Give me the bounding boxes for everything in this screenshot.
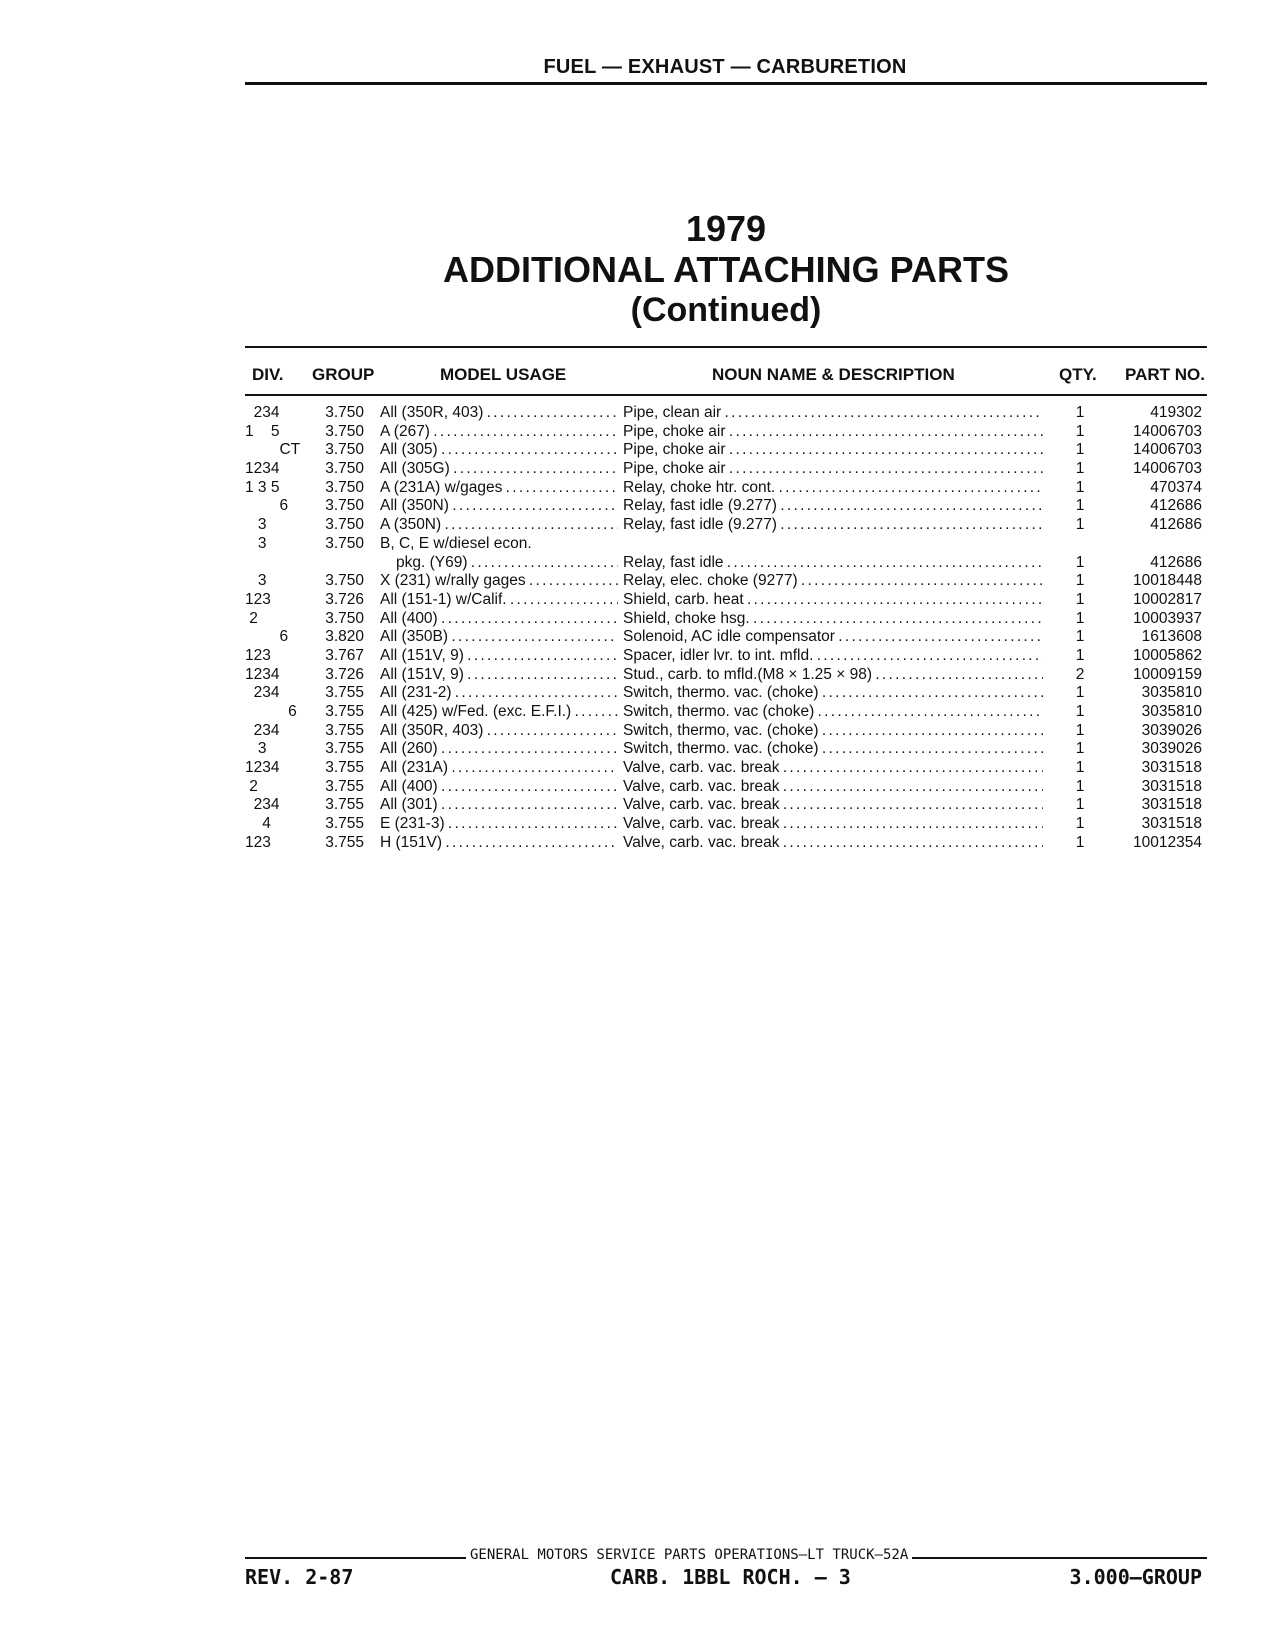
part-number-cell: 10018448	[1133, 572, 1202, 590]
running-head: FUEL — EXHAUST — CARBURETION	[543, 56, 907, 78]
model-usage-cell-text: All (425) w/Fed. (exc. E.F.I.) . . .	[380, 703, 618, 720]
model-usage-cell	[380, 722, 618, 741]
noun-description-cell-text: Relay, elec. choke (9277) . . .	[623, 572, 1043, 589]
model-usage-cell-text: All (400) . . .	[380, 778, 618, 795]
part-number-cell: 14006703	[1133, 422, 1202, 440]
part-number-cell: 10002817	[1133, 590, 1202, 608]
model-usage-cell-text: All (301) . . .	[380, 796, 618, 813]
model-usage-cell	[380, 479, 618, 498]
table-row	[0, 628, 1280, 647]
group-cell: 3.820	[325, 628, 364, 646]
noun-description-cell	[623, 460, 1043, 479]
part-number-cell: 1613608	[1141, 628, 1202, 646]
part-number-cell: 419302	[1150, 404, 1202, 421]
div-cell: 4	[245, 815, 271, 833]
qty-cell: 1	[1075, 422, 1085, 440]
qty-cell: 1	[1075, 721, 1085, 739]
qty-cell: 1	[1075, 703, 1085, 721]
title-year: 1979	[685, 208, 767, 249]
table-row	[0, 796, 1280, 815]
table-row	[0, 404, 1280, 423]
noun-description-cell-text: Stud., carb. to mfld.(M8 × 1.25 × 98) . . .	[623, 666, 1043, 683]
model-usage-cell-text: All (151V, 9) . . .	[380, 647, 618, 664]
model-usage-cell	[380, 610, 618, 629]
noun-description-cell	[623, 666, 1043, 685]
div-cell: 1 3 5	[245, 478, 280, 496]
group-cell: 3.726	[325, 665, 364, 683]
part-number-cell: 3031518	[1141, 759, 1202, 777]
div-cell: 234	[245, 721, 280, 739]
part-number-cell: 10003937	[1133, 609, 1202, 627]
header-bottom-rule	[245, 394, 1207, 396]
noun-description-cell	[623, 572, 1043, 591]
qty-cell: 1	[1075, 497, 1085, 515]
model-usage-cell-text: All (350R, 403) . . .	[380, 722, 618, 739]
model-usage-cell	[380, 628, 618, 647]
div-cell: 1 5	[245, 422, 280, 440]
group-cell: 3.750	[325, 422, 364, 440]
table-row	[0, 516, 1280, 535]
part-number-cell: 10009159	[1133, 665, 1202, 683]
model-usage-cell-text: All (350R, 403) . . .	[380, 404, 618, 421]
model-usage-cell	[380, 778, 618, 797]
noun-description-cell-text: Pipe, clean air . . .	[623, 404, 1043, 421]
footer-revision: REV. 2-87	[245, 1565, 354, 1589]
div-cell: 1234	[245, 665, 280, 683]
table-row	[0, 591, 1280, 610]
model-usage-continuation: pkg. (Y69) . . .	[380, 554, 618, 573]
group-cell: 3.755	[325, 684, 364, 702]
model-usage-cell-text: All (151-1) w/Calif. . . .	[380, 591, 618, 608]
model-usage-cell-text: H (151V) . . .	[380, 834, 618, 851]
noun-description-cell	[623, 759, 1043, 778]
model-usage-cell	[380, 703, 618, 722]
part-number-cell: 412686	[1150, 553, 1202, 571]
qty-cell: 1	[1075, 815, 1085, 833]
model-usage-cell-text: All (231-2) . . .	[380, 684, 618, 701]
qty-cell: 1	[1075, 572, 1085, 590]
qty-cell: 1	[1075, 646, 1085, 664]
noun-description-cell-text: Valve, carb. vac. break . . .	[623, 796, 1043, 813]
model-usage-cell-text: All (231A) . . .	[380, 759, 618, 776]
model-usage-cell-text: All (350N) . . .	[380, 497, 618, 514]
title-sub: (Continued)	[630, 291, 822, 329]
div-cell: 6	[245, 497, 289, 515]
group-cell: 3.750	[325, 609, 364, 627]
model-usage-cell	[380, 572, 618, 591]
table-row	[0, 778, 1280, 797]
header-top-rule	[245, 346, 1207, 348]
part-number-cell: 3035810	[1141, 703, 1202, 721]
div-cell: 6	[245, 628, 289, 646]
part-number-cell: 412686	[1150, 516, 1202, 534]
noun-description-cell	[623, 778, 1043, 797]
noun-description-cell	[623, 554, 1043, 573]
noun-description-cell	[623, 740, 1043, 759]
table-row	[0, 479, 1280, 498]
model-usage-cell	[380, 516, 618, 535]
part-number-cell: 3031518	[1141, 815, 1202, 833]
group-cell: 3.755	[325, 796, 364, 814]
model-usage-cell-text: A (231A) w/gages . . .	[380, 479, 618, 496]
model-usage-cell-text: All (151V, 9) . . .	[380, 666, 618, 683]
model-usage-cell	[380, 666, 618, 685]
div-cell: 1234	[245, 759, 280, 777]
footer-section: CARB. 1BBL ROCH. – 3	[610, 1565, 851, 1589]
qty-cell: 1	[1075, 628, 1085, 646]
table-row	[0, 684, 1280, 703]
qty-cell: 1	[1075, 590, 1085, 608]
table-row	[0, 722, 1280, 741]
noun-description-cell	[623, 591, 1043, 610]
noun-description-cell	[623, 815, 1043, 834]
noun-description-cell-text: Switch, thermo. vac. (choke) . . .	[623, 740, 1043, 757]
noun-description-cell	[623, 703, 1043, 722]
table-row	[0, 535, 1280, 572]
qty-cell: 1	[1075, 460, 1085, 478]
group-cell: 3.726	[325, 590, 364, 608]
model-usage-cell-text: X (231) w/rally gages . . .	[380, 572, 618, 589]
model-usage-cell-text: A (267) . . .	[380, 423, 618, 440]
model-usage-cell	[380, 535, 618, 572]
group-cell: 3.755	[325, 740, 364, 758]
noun-description-cell-text: Switch, thermo. vac (choke) . . .	[623, 703, 1043, 720]
table-row	[0, 647, 1280, 666]
table-row	[0, 666, 1280, 685]
div-cell: 3	[245, 534, 267, 552]
model-usage-cell	[380, 423, 618, 442]
group-cell: 3.767	[325, 646, 364, 664]
qty-cell: 1	[1075, 478, 1085, 496]
qty-cell: 1	[1075, 796, 1085, 814]
model-usage-cell	[380, 497, 618, 516]
model-usage-cell	[380, 684, 618, 703]
model-usage-cell	[380, 460, 618, 479]
footer-group: 3.000—GROUP	[1069, 1565, 1202, 1589]
group-cell: 3.750	[325, 478, 364, 496]
column-header-div: DIV.	[252, 365, 284, 384]
qty-cell: 1	[1075, 684, 1085, 702]
model-usage-cell	[380, 815, 618, 834]
noun-description-cell-text: Spacer, idler lvr. to int. mfld. . . .	[623, 647, 1043, 664]
model-usage-cell	[380, 404, 618, 423]
div-cell: 1234	[245, 460, 280, 478]
noun-description-cell-text: Pipe, choke air . . .	[623, 460, 1043, 477]
group-cell: 3.750	[325, 572, 364, 590]
table-row	[0, 497, 1280, 516]
group-cell: 3.755	[325, 833, 364, 851]
model-usage-cell-text: A (350N) . . .	[380, 516, 618, 533]
group-cell: 3.750	[325, 441, 364, 459]
noun-description-cell-text: Switch, thermo, vac. (choke) . . .	[623, 722, 1043, 739]
table-row	[0, 834, 1280, 853]
model-usage-cell-text: All (400) . . .	[380, 610, 618, 627]
noun-description-cell	[623, 516, 1043, 535]
div-cell: 123	[245, 833, 271, 851]
model-usage-cell-text: All (260) . . .	[380, 740, 618, 757]
model-usage-cell	[380, 796, 618, 815]
group-cell: 3.755	[325, 815, 364, 833]
table-row	[0, 610, 1280, 629]
group-cell: 3.755	[325, 759, 364, 777]
qty-cell: 1	[1075, 553, 1085, 571]
noun-description-cell-text: Valve, carb. vac. break . . .	[623, 834, 1043, 851]
model-usage-line: B, C, E w/diesel econ.	[380, 534, 532, 552]
noun-description-cell	[623, 441, 1043, 460]
noun-description-cell	[623, 423, 1043, 442]
noun-description-cell	[623, 722, 1043, 741]
group-cell: 3.755	[325, 703, 364, 721]
qty-cell: 2	[1075, 665, 1085, 683]
part-number-cell: 10012354	[1133, 833, 1202, 851]
div-cell: 6	[245, 703, 297, 721]
noun-description-cell-text: Pipe, choke air . . .	[623, 423, 1043, 440]
noun-description-cell	[623, 647, 1043, 666]
div-cell: 234	[245, 404, 280, 421]
noun-description-cell	[623, 796, 1043, 815]
qty-cell: 1	[1075, 609, 1085, 627]
table-row	[0, 572, 1280, 591]
group-cell: 3.750	[325, 404, 364, 421]
noun-description-cell	[623, 834, 1043, 853]
div-cell: 234	[245, 796, 280, 814]
div-cell: 123	[245, 646, 271, 664]
title-block	[245, 208, 1207, 330]
group-cell: 3.750	[325, 497, 364, 515]
parts-table	[0, 404, 1280, 853]
table-row	[0, 441, 1280, 460]
model-usage-cell-text: All (305G) . . .	[380, 460, 618, 477]
noun-description-cell-text: Valve, carb. vac. break . . .	[623, 815, 1043, 832]
footer-publisher: GENERAL MOTORS SERVICE PARTS OPERATIONS—LT TRUCK—52A	[466, 1547, 912, 1563]
div-cell: 234	[245, 684, 280, 702]
qty-cell: 1	[1075, 516, 1085, 534]
part-number-cell: 3039026	[1141, 721, 1202, 739]
div-cell: 2	[245, 609, 258, 627]
column-header-part-no: PART NO.	[1125, 365, 1205, 384]
noun-description-cell-text: Shield, carb. heat . . .	[623, 591, 1043, 608]
div-cell: 2	[245, 777, 258, 795]
model-usage-cell-text: All (350B) . . .	[380, 628, 618, 645]
group-cell: 3.750	[325, 534, 364, 552]
part-number-cell: 3039026	[1141, 740, 1202, 758]
noun-description-cell	[623, 628, 1043, 647]
model-usage-cell	[380, 759, 618, 778]
noun-description-cell	[623, 610, 1043, 629]
model-usage-cell-text: All (305) . . .	[380, 441, 618, 458]
group-cell: 3.755	[325, 777, 364, 795]
noun-description-cell-text: Relay, choke htr. cont. . . .	[623, 479, 1043, 496]
model-usage-cell	[380, 740, 618, 759]
qty-cell: 1	[1075, 759, 1085, 777]
top-rule	[245, 82, 1207, 85]
table-row	[0, 815, 1280, 834]
column-header-qty: QTY.	[1059, 365, 1097, 384]
div-cell: CT	[245, 441, 301, 459]
qty-cell: 1	[1075, 441, 1085, 459]
column-header-noun-name: NOUN NAME & DESCRIPTION	[712, 365, 955, 384]
noun-description-cell	[623, 479, 1043, 498]
qty-cell: 1	[1075, 740, 1085, 758]
part-number-cell: 412686	[1150, 497, 1202, 515]
div-cell: 123	[245, 590, 271, 608]
noun-description-cell-text: Relay, fast idle (9.277) . . .	[623, 516, 1043, 533]
qty-cell: 1	[1075, 404, 1085, 421]
model-usage-cell	[380, 441, 618, 460]
column-header-model-usage: MODEL USAGE	[440, 365, 567, 384]
table-row	[0, 740, 1280, 759]
model-usage-cell	[380, 591, 618, 610]
noun-description-cell-text: Valve, carb. vac. break . . .	[623, 778, 1043, 795]
part-number-cell: 10005862	[1133, 646, 1202, 664]
part-number-cell: 3031518	[1141, 796, 1202, 814]
noun-description-cell-text: Solenoid, AC idle compensator . . .	[623, 628, 1043, 645]
model-usage-cell	[380, 647, 618, 666]
noun-description-cell-text: Relay, fast idle . . .	[623, 554, 1043, 571]
table-row	[0, 460, 1280, 479]
noun-description-cell-text: Valve, carb. vac. break . . .	[623, 759, 1043, 776]
group-cell: 3.755	[325, 721, 364, 739]
noun-description-cell-text: Pipe, choke air . . .	[623, 441, 1043, 458]
div-cell: 3	[245, 572, 267, 590]
group-cell: 3.750	[325, 460, 364, 478]
noun-description-cell	[623, 497, 1043, 516]
group-cell: 3.750	[325, 516, 364, 534]
noun-description-cell-text: Shield, choke hsg. . . .	[623, 610, 1043, 627]
table-row	[0, 423, 1280, 442]
qty-cell: 1	[1075, 833, 1085, 851]
qty-cell: 1	[1075, 777, 1085, 795]
noun-description-cell-text: Switch, thermo. vac. (choke) . . .	[623, 684, 1043, 701]
noun-description-cell-text: Relay, fast idle (9.277) . . .	[623, 497, 1043, 514]
part-number-cell: 3031518	[1141, 777, 1202, 795]
part-number-cell: 14006703	[1133, 441, 1202, 459]
div-cell: 3	[245, 740, 267, 758]
column-header-group: GROUP	[312, 365, 375, 384]
div-cell: 3	[245, 516, 267, 534]
noun-description-cell	[623, 684, 1043, 703]
noun-description-cell	[623, 404, 1043, 423]
part-number-cell: 14006703	[1133, 460, 1202, 478]
part-number-cell: 470374	[1150, 478, 1202, 496]
part-number-cell: 3035810	[1141, 684, 1202, 702]
title-main: ADDITIONAL ATTACHING PARTS	[443, 249, 1009, 290]
table-row	[0, 759, 1280, 778]
model-usage-cell-text: E (231-3) . . .	[380, 815, 618, 832]
model-usage-cell	[380, 834, 618, 853]
table-row	[0, 703, 1280, 722]
